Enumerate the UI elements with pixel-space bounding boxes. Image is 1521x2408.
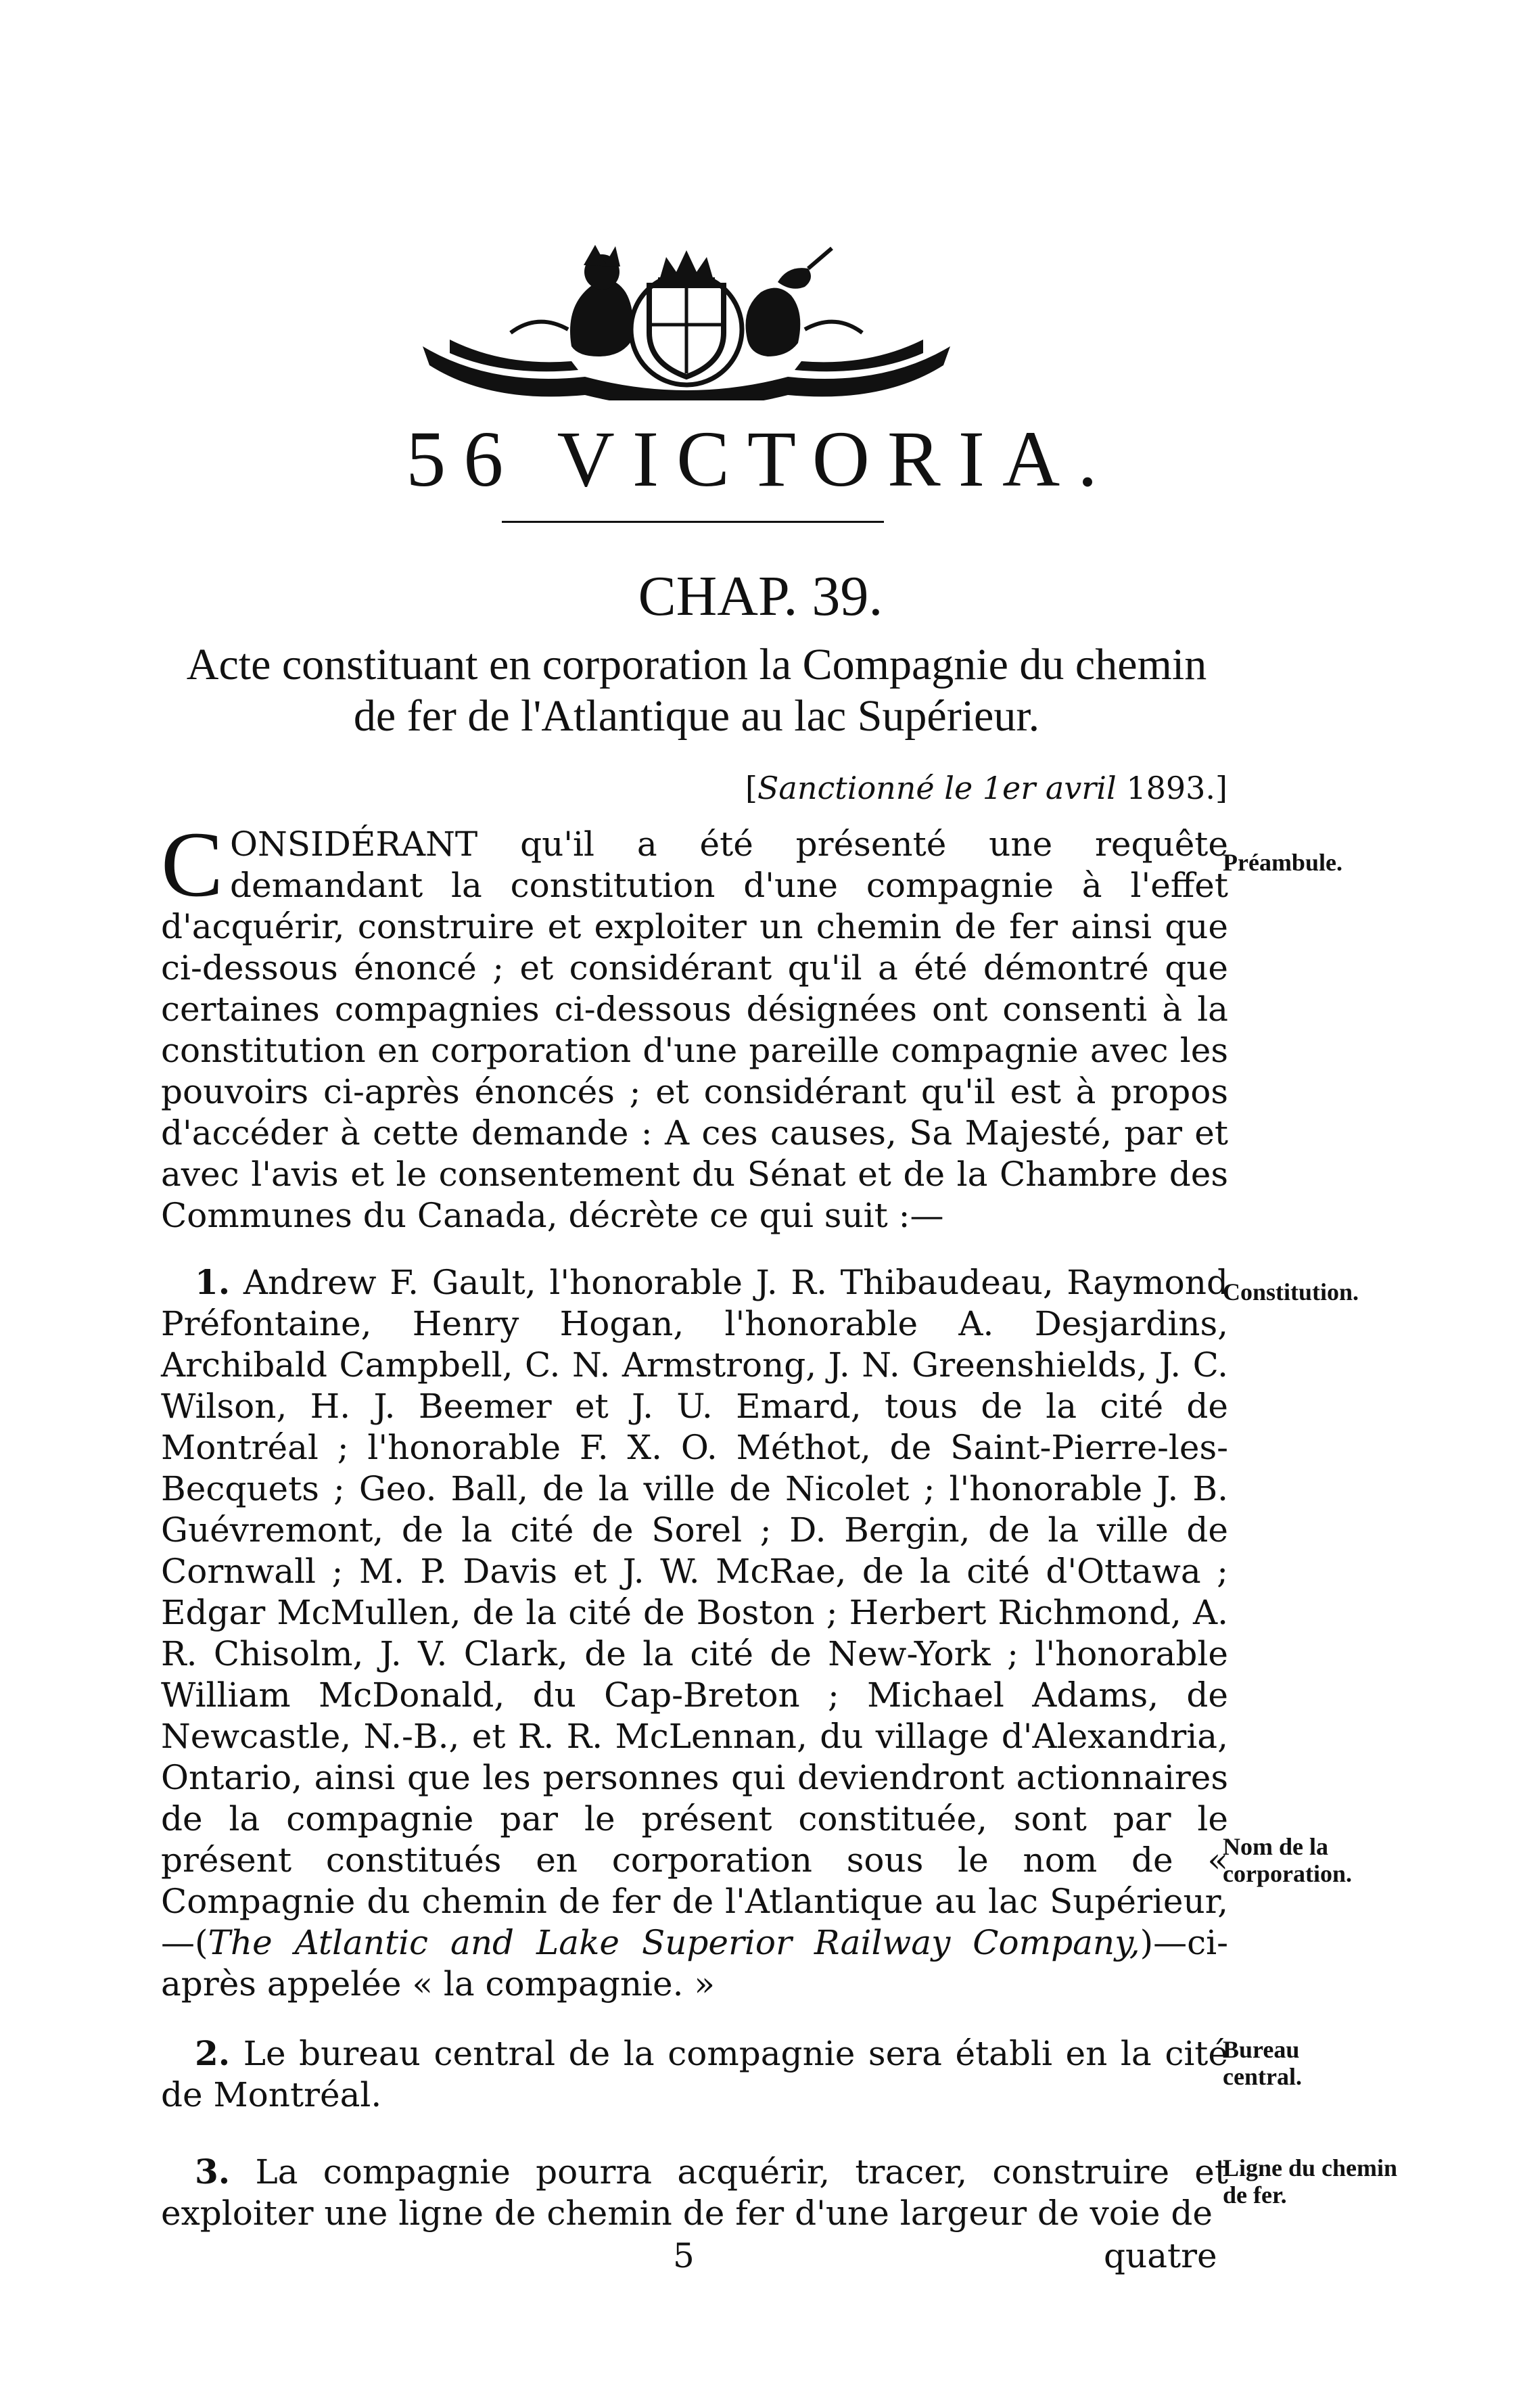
section-2-paragraph (161, 2033, 1228, 2116)
title-divider (502, 521, 884, 523)
page-number: 5 (673, 2236, 695, 2275)
margin-note-head-office: Bureau central. (1223, 2036, 1302, 2090)
section-1-text-end: )—ci-après appelée « la compagnie. » (161, 1923, 1228, 2004)
margin-note-preamble: Préambule. (1223, 849, 1342, 876)
section-1-text: Andrew F. Gault, l'honorable J. R. Thibaudeau, Raymond Préfontaine, Henry Hogan, l'honorable A. Desjardins, Archibald Campbell, C. N. Armstrong, J. N. Greenshields, J. C. Wilson, H. J. Beemer et J. U. Emard, tous de la cité de Montréal ; l'honorable F. X. O. Méthot, de Saint-Pierre-les-Becquets ; Geo. Ball, de la ville de Nicolet ; l'honorable J. B. Guévremont, de la cité de Sorel ; D. Bergin, de la ville de Cornwall ; M. P. Davis et J. W. McRae, de la cité d'Ottawa ; Edgar McMullen, de la cité de Boston ; Herbert Richmond, A. R. Chisolm, J. V. Clark, de la cité de New-York ; l'honorable William McDonald, du Cap-Breton ; Michael Adams, de Newcastle, N.-B., et R. R. McLennan, du village d'Alexandria, Ontario, ainsi que les personnes qui deviendront actionnaires de la compagnie par le présent constituée, sont par le présent constitués en corporation sous le nom de « Compagnie du chemin de fer de l'Atlantique au lac Supérieur,—( (161, 1263, 1228, 1962)
margin-note-railway-line: Ligne du chemin de fer. (1223, 2154, 1398, 2208)
act-title: Acte constituant en corporation la Compagnie du chemin de fer de l'Atlantique au lac Supérieur. (186, 640, 1207, 741)
section-3-text: La compagnie pourra acquérir, tracer, construire et exploiter une ligne de chemin de fer d'une largeur de voie de (161, 2152, 1228, 2233)
reign-heading: 56 VICTORIA. (406, 415, 1115, 503)
section-2-text: Le bureau central de la compagnie sera établi en la cité de Montréal. (161, 2034, 1228, 2114)
sanction-date: [Sanctionné le 1er avril 1893.] (745, 770, 1227, 806)
preamble-paragraph (161, 812, 1228, 1236)
royal-coat-of-arms-icon (409, 245, 964, 400)
catchword: quatre (1104, 2236, 1217, 2275)
chapter-heading: CHAP. 39. (638, 565, 883, 628)
margin-note-corporate-name: Nom de la corporation. (1223, 1833, 1352, 1887)
section-3-number: 3. (195, 2152, 231, 2192)
section-1-paragraph (161, 1261, 1228, 2005)
section-1-english-name: The Atlantic and Lake Superior Railway Company, (208, 1923, 1140, 1962)
sanction-year: 1893. (1126, 770, 1216, 806)
section-3-paragraph (161, 2151, 1228, 2234)
section-1-number: 1. (195, 1262, 231, 1302)
margin-note-constitution: Constitution. (1223, 1278, 1359, 1305)
section-2-number: 2. (195, 2033, 231, 2073)
preamble-text: ONSIDÉRANT qu'il a été présenté une requête demandant la constitution d'une compagnie à l'effet d'acquérir, construire et exploiter un chemin de fer ainsi que ci-dessous énoncé ; et considérant qu'il a été démontré que certaines compagnies ci-dessous désignées ont consenti à la constitution en corporation d'une pareille compagnie avec les pouvoirs ci-après énoncés ; et considérant qu'il est à propos d'accéder à cette demande : A ces causes, Sa Majesté, par et avec l'avis et le consentement du Sénat et de la Chambre des Communes du Canada, décrète ce qui suit :— (161, 825, 1228, 1235)
dropcap-initial: C (161, 812, 224, 916)
sanction-label: Sanctionné le 1er avril (757, 770, 1117, 806)
